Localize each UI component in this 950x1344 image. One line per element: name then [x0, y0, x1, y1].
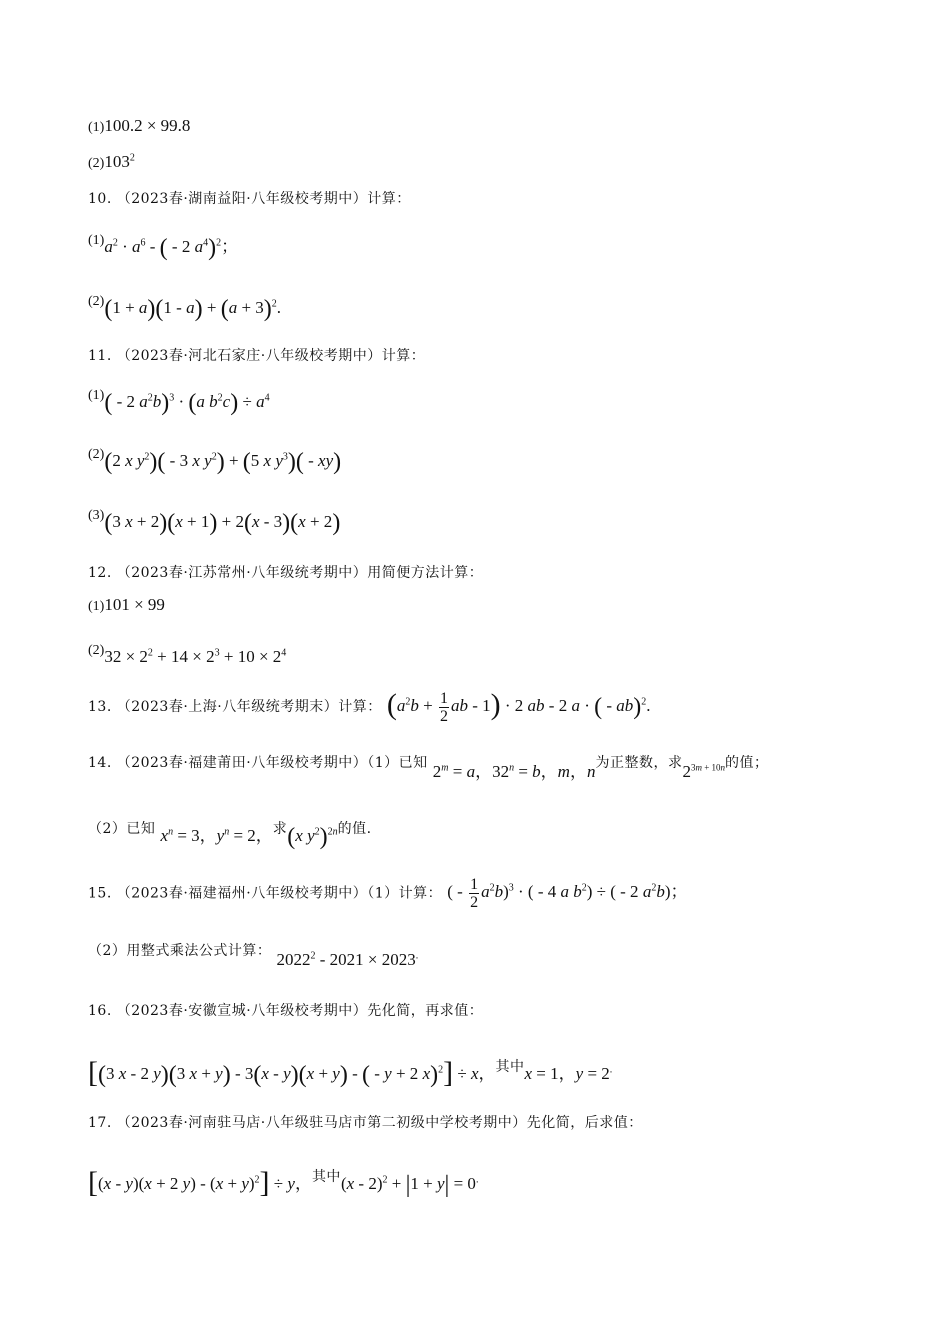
problem-11-part-1: $^{(1)}$( - 2 $a^2b)^3 \cdot (a$ $b^2c) \div a^4$: [88, 388, 270, 416]
problem-9-part-1: [88, 116, 190, 136]
problem-17-expression: [(x - y)(x + 2 $y) - (x + y)^2] \div y$，$^{其中}$(x - 2)$^2$ + |1 + y| = 0.: [88, 1166, 479, 1199]
problem-10-part-1: $^{(1)}a^2 \cdot a^6$ - ( - 2 $a^4)^2$；: [88, 233, 239, 261]
problem-10-part-2: $^{(2)}(1 + a)(1 - a) + (a + 3)^2$.: [88, 294, 282, 322]
problem-16-heading: 16. （2023春·安徽宣城·八年级校考期中）先化简，再求值：: [88, 1003, 484, 1019]
problem-12-part-2: $^{(2)}32 \times 2^2 + 14 \times 2^3 + 10 \times 2^4$: [88, 643, 287, 666]
problem-11-heading: 11. （2023春·河北石家庄·八年级校考期中）计算：: [88, 348, 426, 364]
math-expression: ($a^2b$ + $\frac{1}{2}$ ab - 1) · 2 ab - 2 a · ( - ab)$^2$.: [386, 688, 651, 725]
part-label: (1): [88, 599, 105, 614]
problem-11-part-2: $^{(2)}$(2 x $y^2)( - 3$ x $y^2) + (5$ x $y^3)( - xy)$: [88, 447, 342, 475]
part-label: (2): [88, 643, 105, 658]
problem-14-line-1: 14. （2023春·福建莆田·八年级校考期中）（1）已知 $2^m = a$，$32^n = b$，m，n为正整数，求$2^{3m + 10n}$的值；: [88, 755, 769, 781]
problem-13: [88, 688, 651, 725]
problem-17-heading: 17. （2023春·河南驻马店·八年级驻马店市第二初级中学校考期中）先化简，后求值：: [88, 1115, 643, 1131]
problem-12-heading: 12. （2023春·江苏常州·八年级统考期中）用简便方法计算：: [88, 565, 484, 581]
problem-15-heading: 15. （2023春·福建福州·八年级校考期中）（1）计算：: [88, 885, 443, 902]
part-label: (3): [88, 508, 105, 523]
problem-15-line-1: 15. （2023春·福建福州·八年级校考期中）（1）计算： ( - $\frac{1}{2}$ $a^2b)^3$ · ( - 4 a $b^2$) ÷ ( - 2 $a^2b$)；: [88, 876, 688, 911]
part-label: (1): [88, 388, 105, 403]
part-label: (2): [88, 447, 105, 462]
part-label: (1): [88, 233, 105, 248]
part-label: (1): [88, 120, 105, 135]
problem-16-expression: [(3 x - 2 y)(3 x + y) - 3(x - y)(x + y) - ( - y + 2 x)$^2$] ÷ x，$^{其中}$x = 1，y = 2.: [88, 1056, 613, 1089]
problem-14-line-2: （2）已知 $x^n = 3$，$y^n = 2$，求(x $y^2)^{2n}$的值.: [88, 821, 372, 850]
problem-11-part-3: $^{(3)}$(3 x + 2)(x + 1) + 2(x - 3)(x + 2): [88, 508, 341, 536]
problem-15-line-2: （2）用整式乘法公式计算： 2022$^2$ - 2021 × 2023.: [88, 943, 419, 969]
problem-14-heading: 14. （2023春·福建莆田·八年级校考期中）（1）已知: [88, 755, 428, 771]
math-expression: 100.2 × 99.8: [104, 116, 191, 135]
math-expression: 101 × 99: [104, 595, 165, 614]
problem-13-heading: 13. （2023春·上海·八年级统考期末）计算：: [88, 699, 382, 715]
part-label: (2): [88, 294, 105, 309]
fraction-one-half: $\frac{1}{2}$: [439, 689, 448, 725]
problem-10-heading: 10. （2023春·湖南益阳·八年级校考期中）计算：: [88, 191, 411, 207]
problem-9-part-2: [88, 152, 135, 172]
part-label: (2): [88, 156, 105, 171]
exponent: 2: [129, 152, 135, 164]
problem-12-part-1: [88, 595, 165, 615]
math-expression: 103: [104, 152, 130, 171]
